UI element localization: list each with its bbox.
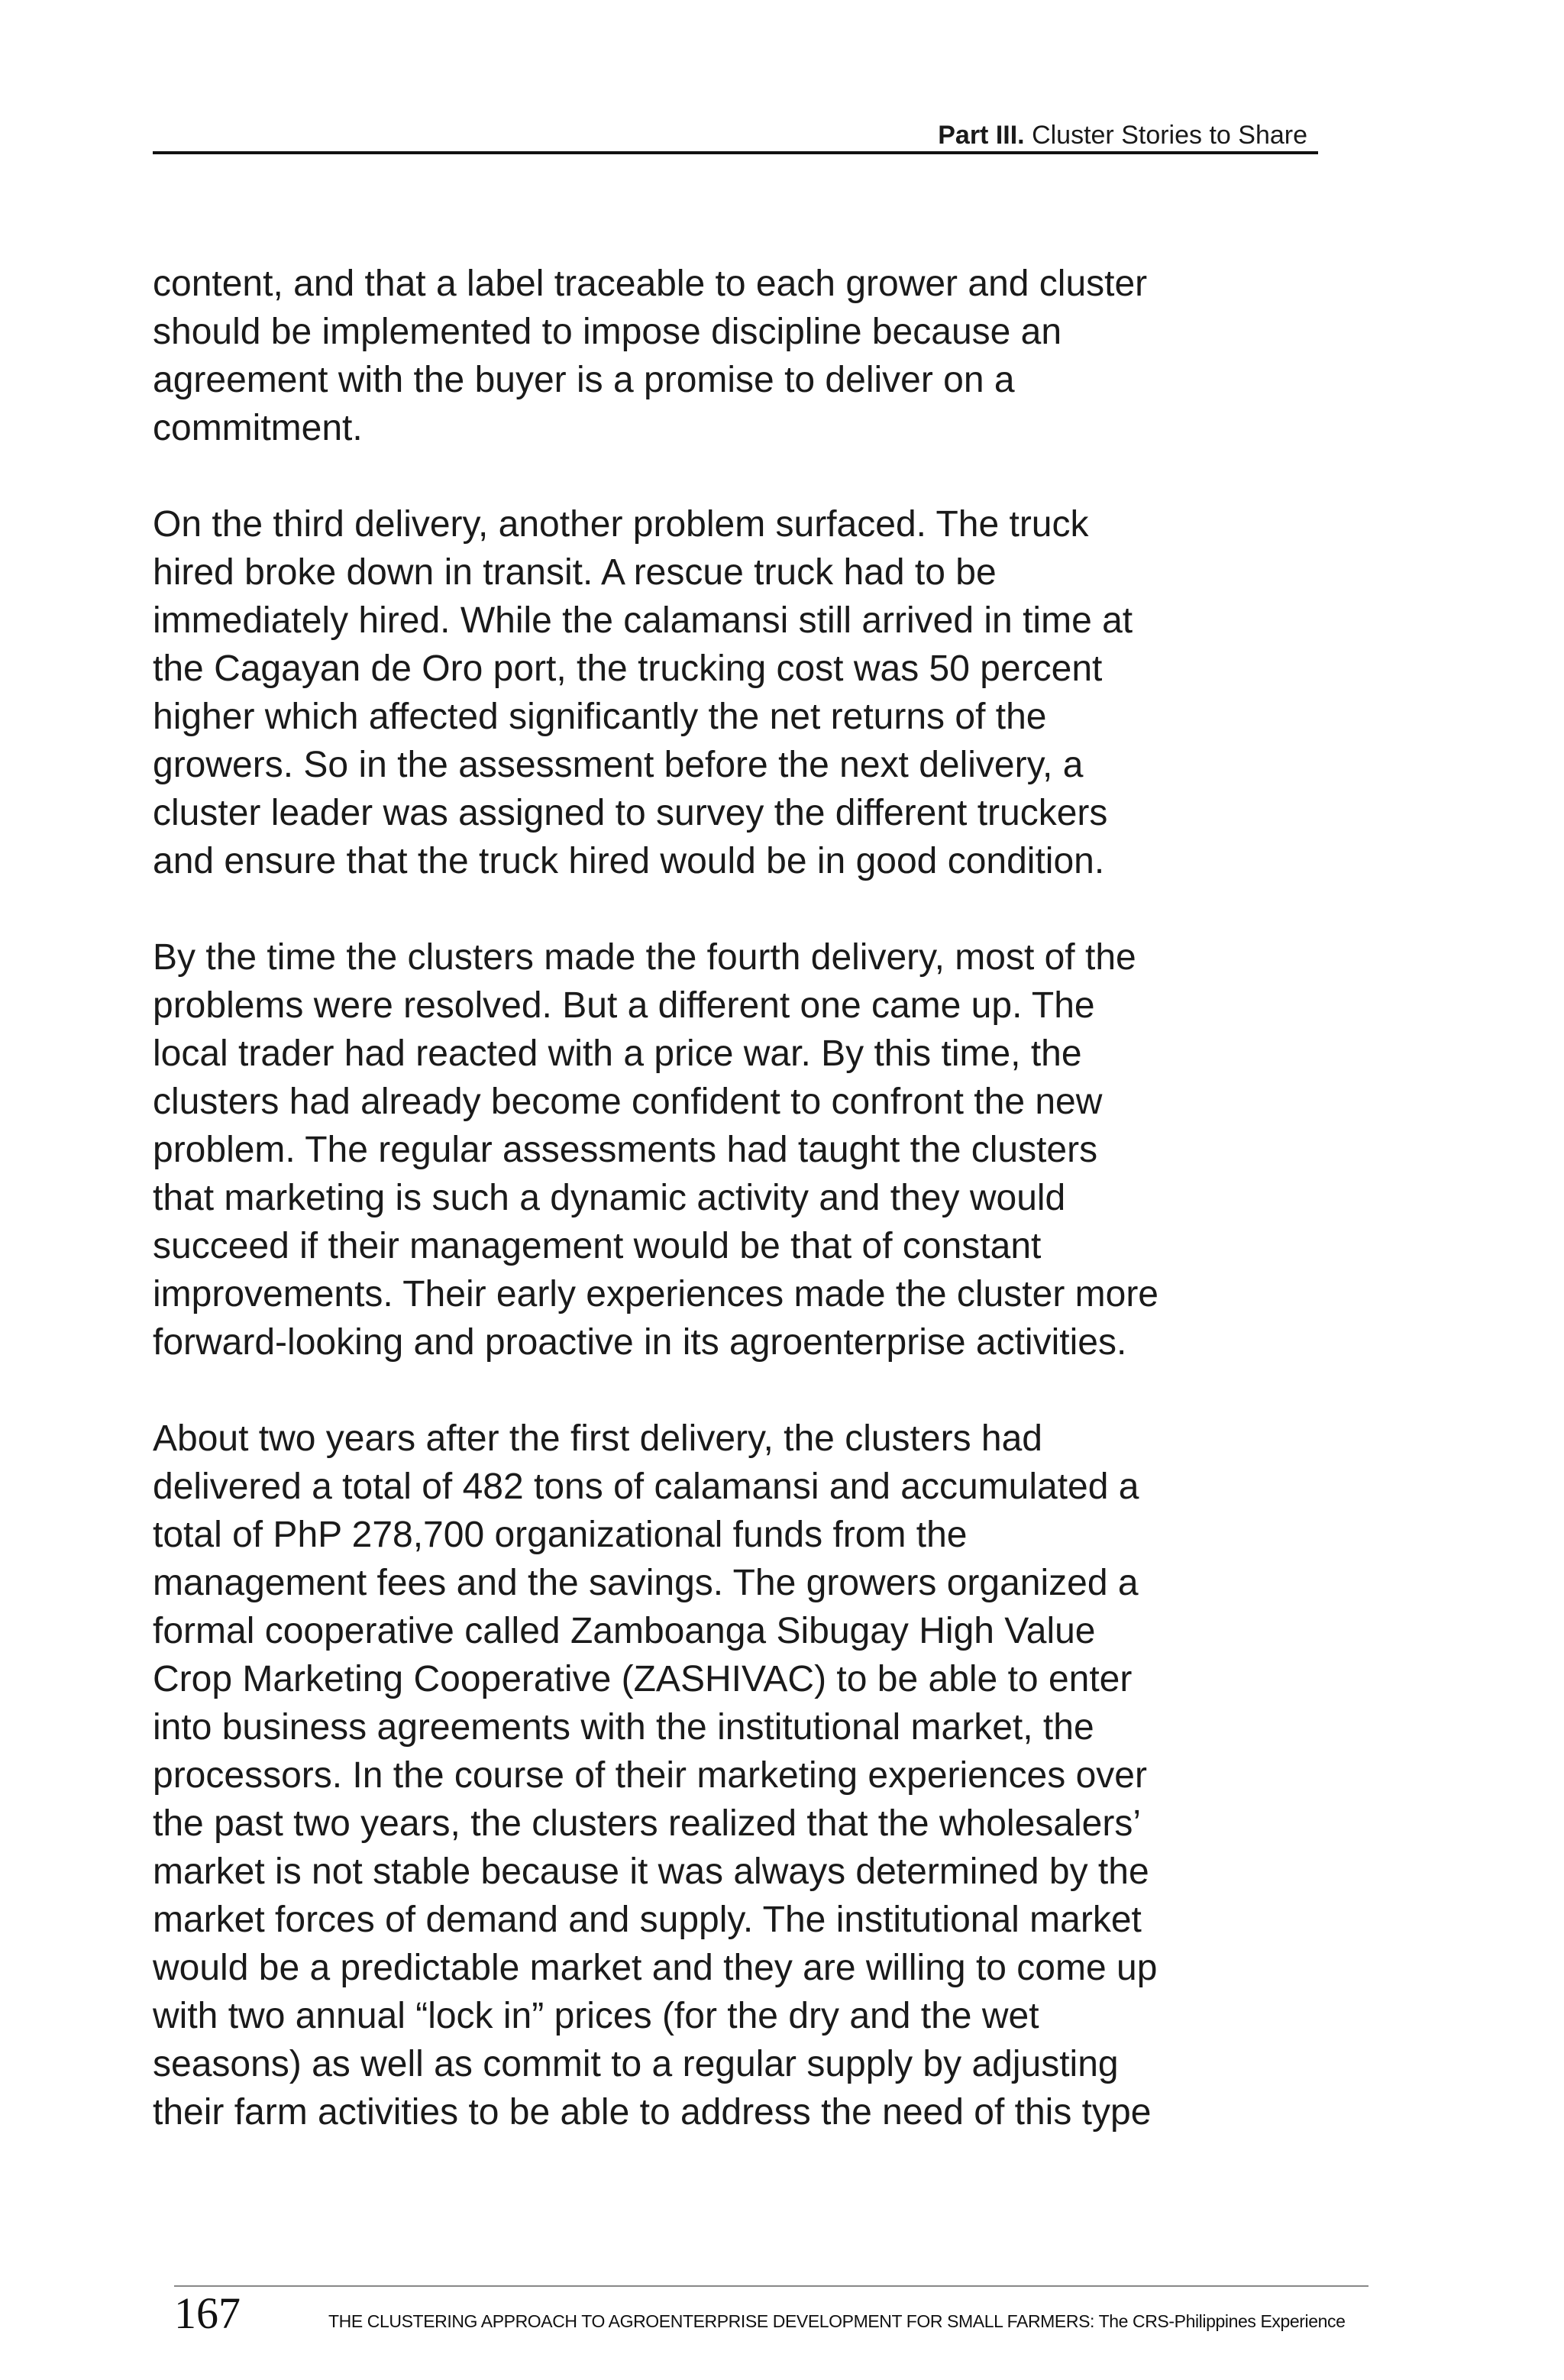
running-header bbox=[153, 118, 1318, 154]
footer-rule bbox=[174, 2285, 1368, 2287]
paragraph: On the third delivery, another problem surfaced. The truck hired broke down in transit. A rescue truck had to be immediately hired. While the calamansi still arrived in time at the Cagayan de Oro port, the trucking cost was 50 percent higher which affected significantly the net returns of the growers. So in the assessment before the next delivery, a cluster leader was assigned to survey the different truckers and ensure that the truck hired would be in good condition. bbox=[153, 504, 1133, 881]
body-text bbox=[153, 260, 1329, 2184]
section-title: Cluster Stories to Share bbox=[1032, 121, 1307, 150]
page-number: 167 bbox=[174, 2288, 241, 2338]
part-label: Part III. bbox=[938, 121, 1025, 150]
paragraph: About two years after the first delivery, the clusters had delivered a total of 482 tons of calamansi and accumulated a total of PhP 278,700 organizational funds from the management fees and the savings. The growers organized a formal cooperative called Zamboanga Sibugay High Value Crop Marketing Cooperative (ZASHIVAC) to be able to enter into business agreements with the institutional market, the processors. In the course of their marketing experiences over the past two years, the clusters realized that the wholesalers’ market is not stable because it was always determined by the market forces of demand and supply. The institutional market would be a predictable market and they are willing to come up with two annual “lock in” prices (for the dry and the wet seasons) as well as commit to a regular supply by adjusting their farm activities to be able to address the need of this type bbox=[153, 1418, 1158, 2133]
paragraph: By the time the clusters made the fourth delivery, most of the problems were resolved. But a different one came up. The local trader had reacted with a price war. By this time, the clusters had already become confident to confront the new problem. The regular assessments had taught the clusters that marketing is such a dynamic activity and they would succeed if their management would be that of constant improvements. Their early experiences made the cluster more forward-looking and proactive in its agroenterprise activities. bbox=[153, 937, 1158, 1363]
running-header-text bbox=[938, 122, 1307, 148]
footer-book-title: THE CLUSTERING APPROACH TO AGROENTERPRISE DEVELOPMENT FOR SMALL FARMERS: The CRS-Philippines Experience bbox=[328, 2311, 1346, 2331]
paragraph: content, and that a label traceable to each grower and cluster should be implemented to impose discipline because an agreement with the buyer is a promise to deliver on a commitment. bbox=[153, 264, 1148, 448]
